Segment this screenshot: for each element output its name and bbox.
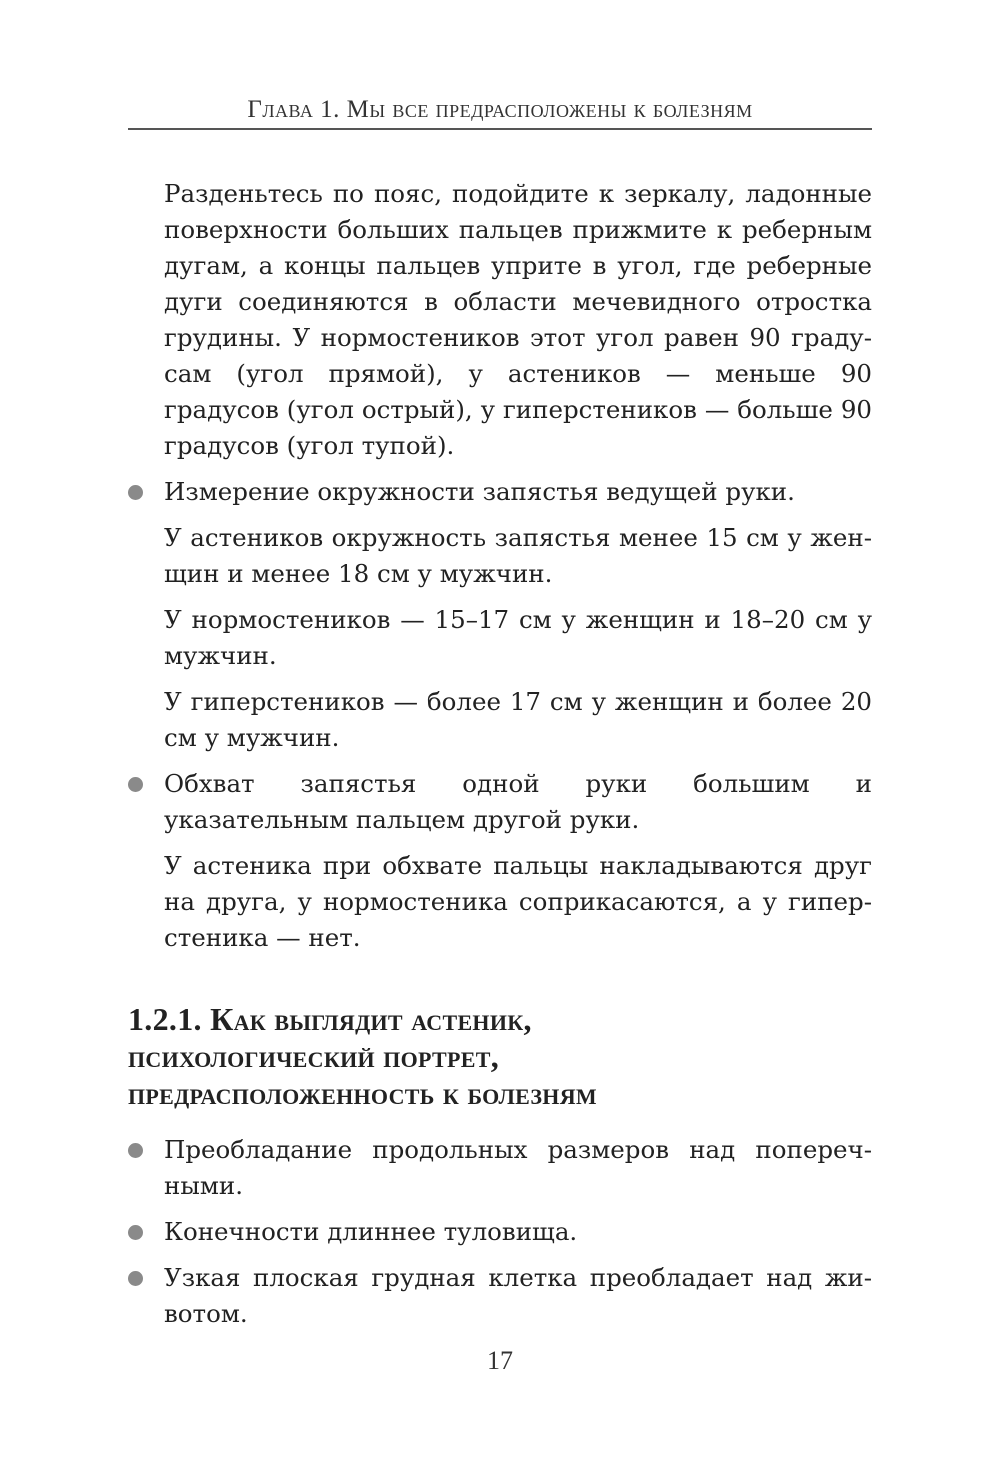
bullet-text: Измерение окружности запястья ведущей руки. <box>164 477 795 506</box>
intro-paragraph: Разденьтесь по пояс, подойдите к зеркалу, ладонные поверхности больших пальцев прижмите к реберным дугам, а концы пальцев уприте в угол, где реберные дуги соединяются в области мечевидного отростка грудины. У нормостеников этот угол равен 90 градусам (угол прямой), у астеников — меньше 90 градусов (угол острый), у гиперстеников — больше 90 градусов (угол тупой). <box>164 179 872 460</box>
bullet-text: Конечности длиннее туловища. <box>164 1217 578 1246</box>
bullet-item-wrist <box>164 474 872 510</box>
running-head: Глава 1. Мы все предрасположены к болезням <box>247 96 753 123</box>
section-heading-line: психологический портрет, <box>128 1038 499 1074</box>
wrist-asthenic-paragraph: У астеников окружность запястья менее 15 см у женщин и менее 18 см у мужчин. <box>164 523 872 588</box>
bullet-item-proportions <box>164 1132 872 1204</box>
section-heading-line: 1.2.1. Как выглядит астеник, <box>128 1001 532 1037</box>
bullet-item-chest <box>164 1260 872 1332</box>
bullet-text: Узкая плоская грудная клетка преобладает над животом. <box>164 1263 872 1328</box>
header-rule <box>128 128 872 130</box>
wrist-normosthenic-paragraph: У нормостеников — 15–17 см у женщин и 18–20 см у мужчин. <box>164 605 872 670</box>
grip-result-paragraph: У астеника при обхвате пальцы накладываются друг на друга, у нормостеника соприкасаются, а у гиперстеника — нет. <box>164 851 872 952</box>
bullet-text: Обхват запястья одной руки большим и указательным пальцем другой руки. <box>164 769 872 834</box>
bullet-text: Преобладание продольных размеров над поперечными. <box>164 1135 872 1200</box>
bullet-item-limbs <box>164 1214 872 1250</box>
bullet-dot-icon <box>128 1271 143 1286</box>
page-body <box>128 176 872 1332</box>
bullet-dot-icon <box>128 485 143 500</box>
wrist-hypersthenic-paragraph: У гиперстеников — более 17 см у женщин и более 20 см у мужчин. <box>164 687 872 752</box>
page-number: 17 <box>487 1346 513 1375</box>
section-heading-line: предрасположенность к болезням <box>128 1075 597 1111</box>
section-heading <box>128 1001 872 1112</box>
bullet-dot-icon <box>128 1225 143 1240</box>
bullet-dot-icon <box>128 777 143 792</box>
bullet-dot-icon <box>128 1143 143 1158</box>
bullet-item-grip <box>164 766 872 838</box>
